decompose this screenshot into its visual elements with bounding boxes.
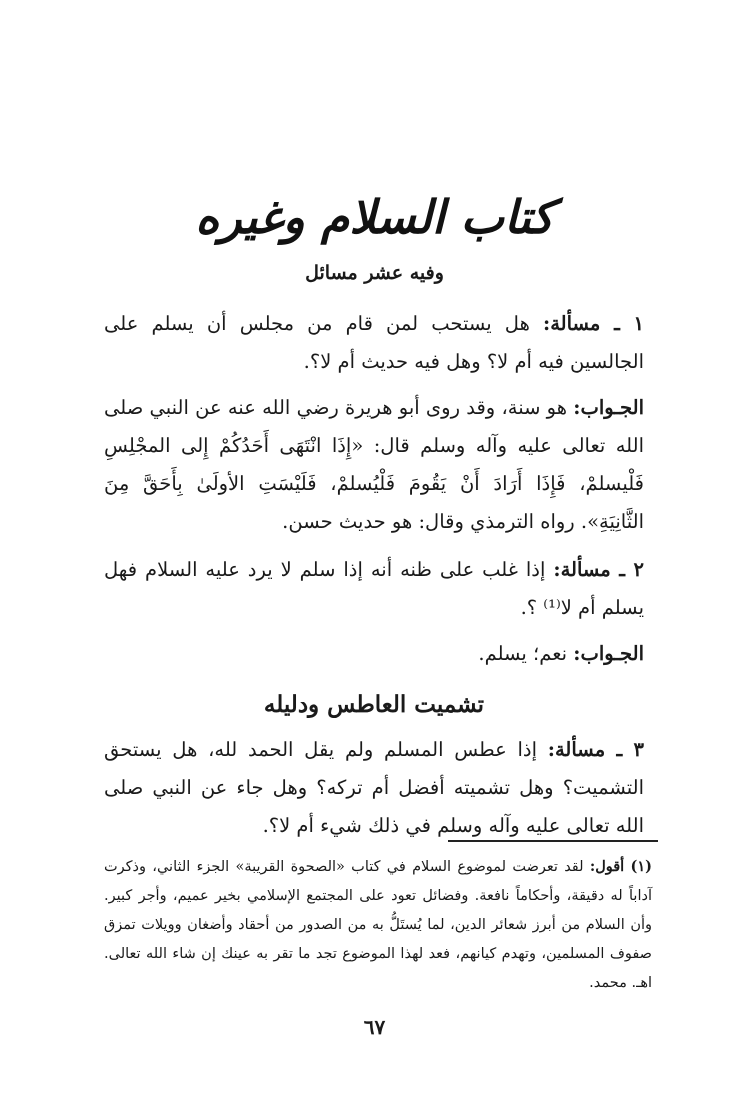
footnote-text: لقد تعرضت لموضوع السلام في كتاب «الصحوة القريبة» الجزء الثاني، وذكرت آداباً له دقيقة، وأحكاماً نافعة. وفضائل تعود على المجتمع الإسلامي بخير عميم، وأجر كبير. وأن السلام من أبرز شعائر الدين، لما يُستَلُّ به من الصدور من أحقاد وأضغان وويلات تمزق صفوف المسلمين، وتهدم كيانهم، فعد لهذا الموضوع تجد ما تقر به عينك إن شاء الله تعالى. اهـ. محمد. <box>104 859 652 991</box>
footnote-label: أقول: <box>589 858 625 875</box>
answer-text: هو سنة، وقد روى أبو هريرة رضي الله عنه عن النبي صلى الله تعالى عليه وآله وسلم قال: «إِذَا انْتَهَى أَحَدُكُمْ إِلى المجْلِسِ فَلْيسلمْ، فَإِذَا أَرَادَ أَنْ يَقُومَ فَلْيُسلمْ، فَلَيْسَتِ الأولَىٰ بِأَحَقَّ مِنَ الثَّانِيَةِ». رواه الترمذي وقال: هو حديث حسن. <box>104 396 644 533</box>
question-text: إذا غلب على ظنه أنه إذا سلم لا يرد عليه السلام فهل يسلم أم لا⁽¹⁾ ؟. <box>104 558 644 619</box>
subtitle: وفيه عشر مسائل <box>305 262 444 284</box>
footnote <box>104 852 652 998</box>
question-3 <box>104 731 644 845</box>
page-number: ٦٧ <box>363 1015 386 1039</box>
question-text: هل يستحب لمن قام من مجلس أن يسلم على الجالسين فيه أم لا؟ وهل فيه حديث أم لا؟. <box>104 312 644 373</box>
answer-1 <box>104 389 644 541</box>
footnote-marker: (١) <box>630 858 652 875</box>
question-label: ٣ ـ مسألة: <box>547 738 645 761</box>
footnote-separator <box>448 840 658 842</box>
question-2 <box>104 551 644 627</box>
main-text <box>104 305 644 853</box>
question-label: ٢ ـ مسألة: <box>553 558 645 581</box>
question-text: إذا عطس المسلم ولم يقل الحمد لله، هل يستحق التشميت؟ وهل تشميته أفضل أم تركه؟ وهل جاء عن النبي صلى الله تعالى عليه وآله وسلم في ذلك شيء أم لا؟. <box>104 738 644 837</box>
answer-label: الجـواب: <box>573 396 644 419</box>
answer-label: الجـواب: <box>573 642 644 665</box>
answer-text: نعم؛ يسلم. <box>478 642 568 665</box>
question-label: ١ ـ مسألة: <box>543 312 645 335</box>
book-title: كتاب السلام وغيره <box>195 190 554 244</box>
answer-2 <box>104 635 644 673</box>
question-1 <box>104 305 644 381</box>
section-heading: تشميت العاطس ودليله <box>263 691 485 718</box>
